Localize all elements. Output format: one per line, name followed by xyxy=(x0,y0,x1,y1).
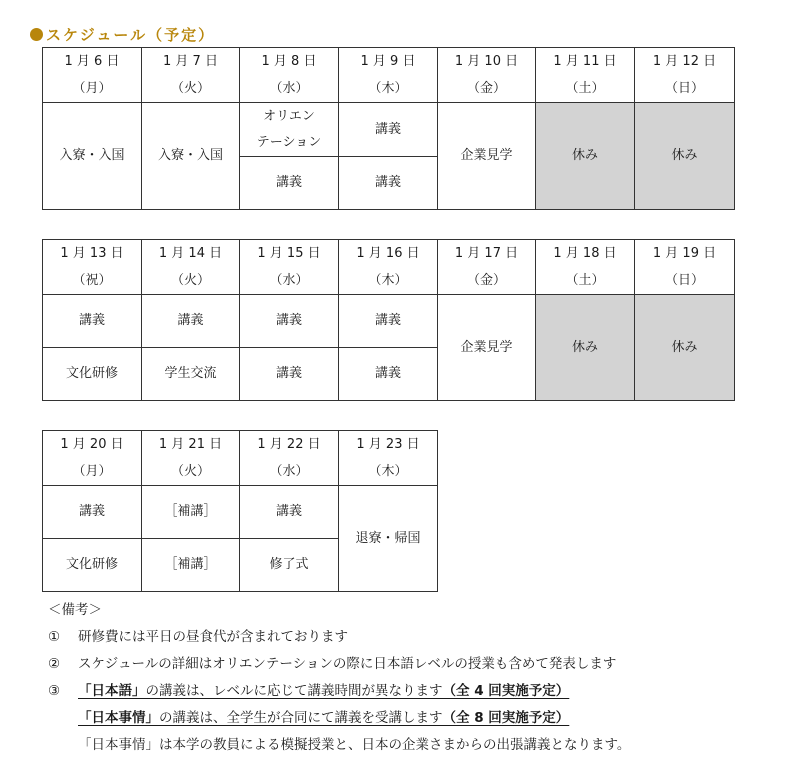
schedule-title xyxy=(30,24,215,44)
day-header: 1 月 10 日 （金） xyxy=(438,48,536,103)
date-header-row xyxy=(43,48,735,103)
bullet-icon xyxy=(30,28,43,41)
holiday-cell: 休み xyxy=(635,103,735,210)
schedule-cell: オリエン テーション xyxy=(240,103,339,157)
day-header: 1 月 7 日 （火） xyxy=(142,48,240,103)
remarks-section xyxy=(48,597,630,759)
remark-number: ① xyxy=(48,629,61,645)
remark-number: ③ xyxy=(48,683,61,699)
schedule-cell: ［補講］ xyxy=(142,539,240,592)
day-header: 1 月 14 日 （火） xyxy=(142,240,240,295)
day-header: 1 月 13 日 （祝） xyxy=(43,240,142,295)
date-header-row xyxy=(43,431,438,486)
holiday-cell: 休み xyxy=(536,295,635,401)
day-header: 1 月 22 日 （水） xyxy=(240,431,339,486)
schedule-cell: 入寮・入国 xyxy=(43,103,142,210)
schedule-cell: 文化研修 xyxy=(43,539,142,592)
day-header: 1 月 8 日 （水） xyxy=(240,48,339,103)
remark-item-3b xyxy=(48,705,630,732)
schedule-cell: 講義 xyxy=(43,295,142,348)
day-header: 1 月 21 日 （火） xyxy=(142,431,240,486)
schedule-cell: 講義 xyxy=(339,103,438,157)
schedule-cell: 講義 xyxy=(339,157,438,210)
schedule-table-week2 xyxy=(42,239,735,401)
day-header: 1 月 11 日 （土） xyxy=(536,48,635,103)
date-header-row xyxy=(43,240,735,295)
remark-text-underlined: 「日本事情」の講義は、全学生が合同にて講義を受講します（全 8 回実施予定） xyxy=(78,710,570,726)
schedule-title-text: スケジュール（予定） xyxy=(46,25,216,44)
schedule-cell: 講義 xyxy=(240,486,339,539)
schedule-cell: 講義 xyxy=(240,157,339,210)
schedule-cell: ［補講］ xyxy=(142,486,240,539)
remark-number: ② xyxy=(48,656,61,672)
schedule-cell: 講義 xyxy=(43,486,142,539)
schedule-cell: 講義 xyxy=(142,295,240,348)
holiday-cell: 休み xyxy=(536,103,635,210)
day-header: 1 月 17 日 （金） xyxy=(438,240,536,295)
remark-text: スケジュールの詳細はオリエンテーションの際に日本語レベルの授業も含めて発表します xyxy=(78,656,617,672)
schedule-cell: 退寮・帰国 xyxy=(339,486,438,592)
remark-item-2 xyxy=(48,651,630,678)
holiday-cell: 休み xyxy=(635,295,735,401)
remark-item-3 xyxy=(48,678,630,705)
schedule-cell: 講義 xyxy=(240,295,339,348)
remark-text: 研修費には平日の昼食代が含まれております xyxy=(78,629,348,645)
day-header: 1 月 19 日 （日） xyxy=(635,240,735,295)
schedule-cell: 入寮・入国 xyxy=(142,103,240,210)
day-header: 1 月 9 日 （木） xyxy=(339,48,438,103)
schedule-cell: 講義 xyxy=(240,348,339,401)
day-header: 1 月 20 日 （月） xyxy=(43,431,142,486)
schedule-cell: 学生交流 xyxy=(142,348,240,401)
schedule-cell: 企業見学 xyxy=(438,295,536,401)
day-header: 1 月 18 日 （土） xyxy=(536,240,635,295)
remark-item-3c: 「日本事情」は本学の教員による模擬授業と、日本の企業さまからの出張講義となります。 xyxy=(78,737,631,753)
day-header: 1 月 15 日 （水） xyxy=(240,240,339,295)
remark-item-1 xyxy=(48,624,630,651)
day-header: 1 月 12 日 （日） xyxy=(635,48,735,103)
schedule-cell: 企業見学 xyxy=(438,103,536,210)
schedule-cell: 修了式 xyxy=(240,539,339,592)
day-header: 1 月 6 日 （月） xyxy=(43,48,142,103)
schedule-table-week3 xyxy=(42,430,438,592)
schedule-table-week1 xyxy=(42,47,735,210)
day-header: 1 月 16 日 （木） xyxy=(339,240,438,295)
schedule-cell: 講義 xyxy=(339,348,438,401)
schedule-cell: 講義 xyxy=(339,295,438,348)
schedule-cell: 文化研修 xyxy=(43,348,142,401)
remarks-heading: ＜備考＞ xyxy=(48,602,102,618)
day-header: 1 月 23 日 （木） xyxy=(339,431,438,486)
remark-text-underlined: 「日本語」の講義は、レベルに応じて講義時間が異なります（全 4 回実施予定） xyxy=(78,683,570,699)
